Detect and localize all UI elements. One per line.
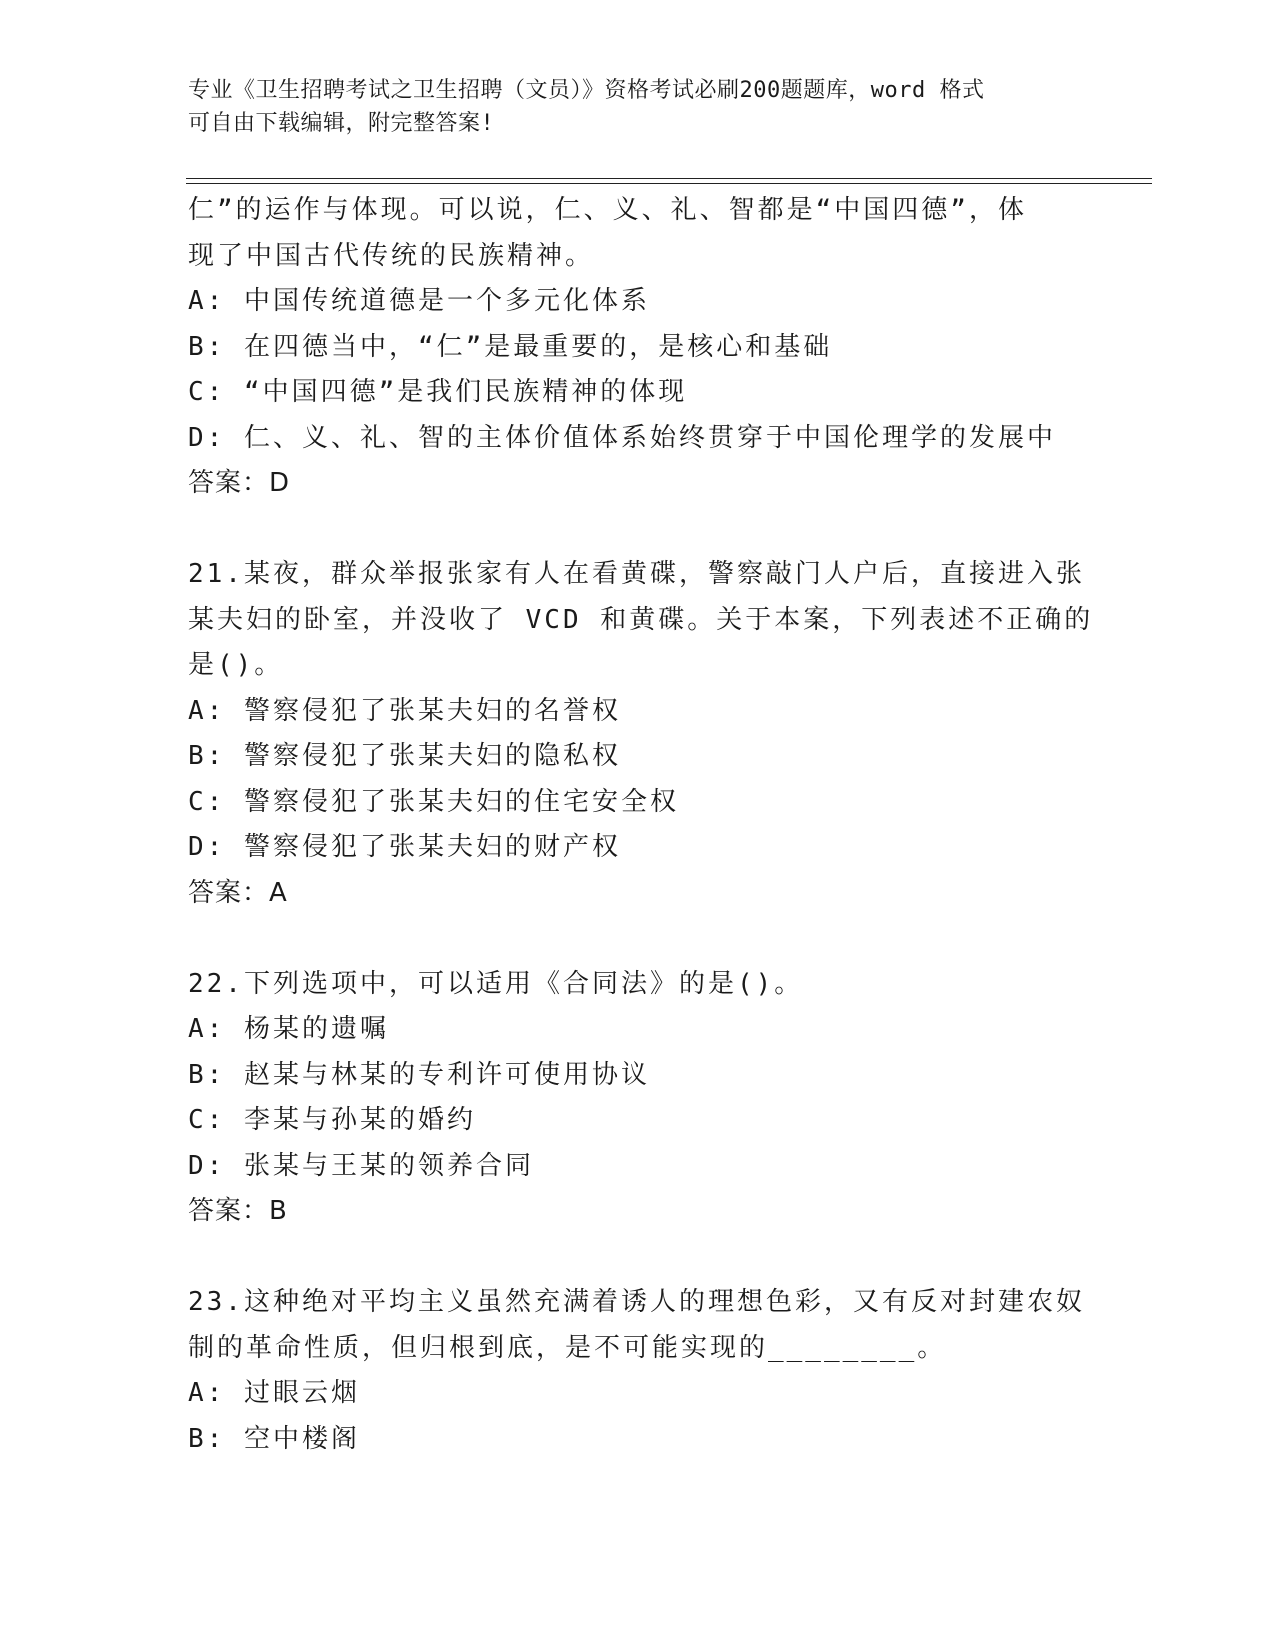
- question-text-line: 23.这种绝对平均主义虽然充满着诱人的理想色彩，又有反对封建农奴: [188, 1287, 1085, 1317]
- header-title-line-2: 可自由下载编辑，附完整答案!: [188, 111, 495, 136]
- answer-line: 答案：B: [188, 1196, 288, 1226]
- question-text-line: 仁”的运作与体现。可以说，仁、义、礼、智都是“中国四德”，体: [188, 195, 1027, 225]
- option-a: A: 过眼云烟: [188, 1378, 360, 1408]
- option-d: D: 警察侵犯了张某夫妇的财产权: [188, 832, 621, 862]
- question-spacer: [188, 1235, 1088, 1281]
- option-a: A: 警察侵犯了张某夫妇的名誉权: [188, 695, 621, 726]
- option-a: A: 杨某的遗嘱: [188, 1014, 389, 1044]
- answer-line: 答案：A: [188, 877, 288, 908]
- question-text-line: 22.下列选项中，可以适用《合同法》的是()。: [188, 968, 804, 999]
- header-divider-bottom: [186, 183, 1152, 184]
- document-header: [188, 74, 1088, 140]
- option-d: D: 仁、义、礼、智的主体价值体系始终贯穿于中国伦理学的发展中: [188, 422, 1056, 453]
- option-d: D: 张某与王某的领养合同: [188, 1150, 534, 1181]
- question-text-line: 制的革命性质，但归根到底，是不可能实现的________。: [188, 1332, 947, 1363]
- option-b: B: 警察侵犯了张某夫妇的隐私权: [188, 741, 621, 771]
- header-divider-top: [186, 178, 1152, 179]
- option-b: B: 赵某与林某的专利许可使用协议: [188, 1059, 650, 1090]
- question-spacer: [188, 507, 1088, 553]
- answer-line: 答案：D: [188, 468, 291, 498]
- question-text-line: 现了中国古代传统的民族精神。: [188, 240, 595, 271]
- question-21: [188, 552, 1094, 916]
- question-22: [188, 962, 1088, 1235]
- option-a: A: 中国传统道德是一个多元化体系: [188, 286, 650, 316]
- question-text-line: 是()。: [188, 650, 284, 680]
- option-c: C: “中国四德”是我们民族精神的体现: [188, 377, 688, 407]
- question-continuation: [188, 188, 1088, 507]
- header-title-line-1: 专业《卫生招聘考试之卫生招聘（文员）》资格考试必刷200题题库，word 格式: [188, 78, 985, 103]
- question-list: [188, 188, 1094, 1462]
- option-b: B: 空中楼阁: [188, 1423, 360, 1454]
- question-text-line: 某夫妇的卧室，并没收了 VCD 和黄碟。关于本案，下列表述不正确的: [188, 604, 1094, 635]
- option-c: C: 李某与孙某的婚约: [188, 1105, 476, 1135]
- option-c: C: 警察侵犯了张某夫妇的住宅安全权: [188, 786, 679, 817]
- question-text-line: 21.某夜，群众举报张家有人在看黄碟，警察敲门人户后，直接进入张: [188, 559, 1085, 589]
- option-b: B: 在四德当中，“仁”是最重要的，是核心和基础: [188, 331, 833, 362]
- question-23: [188, 1280, 1088, 1462]
- question-spacer: [188, 916, 1088, 962]
